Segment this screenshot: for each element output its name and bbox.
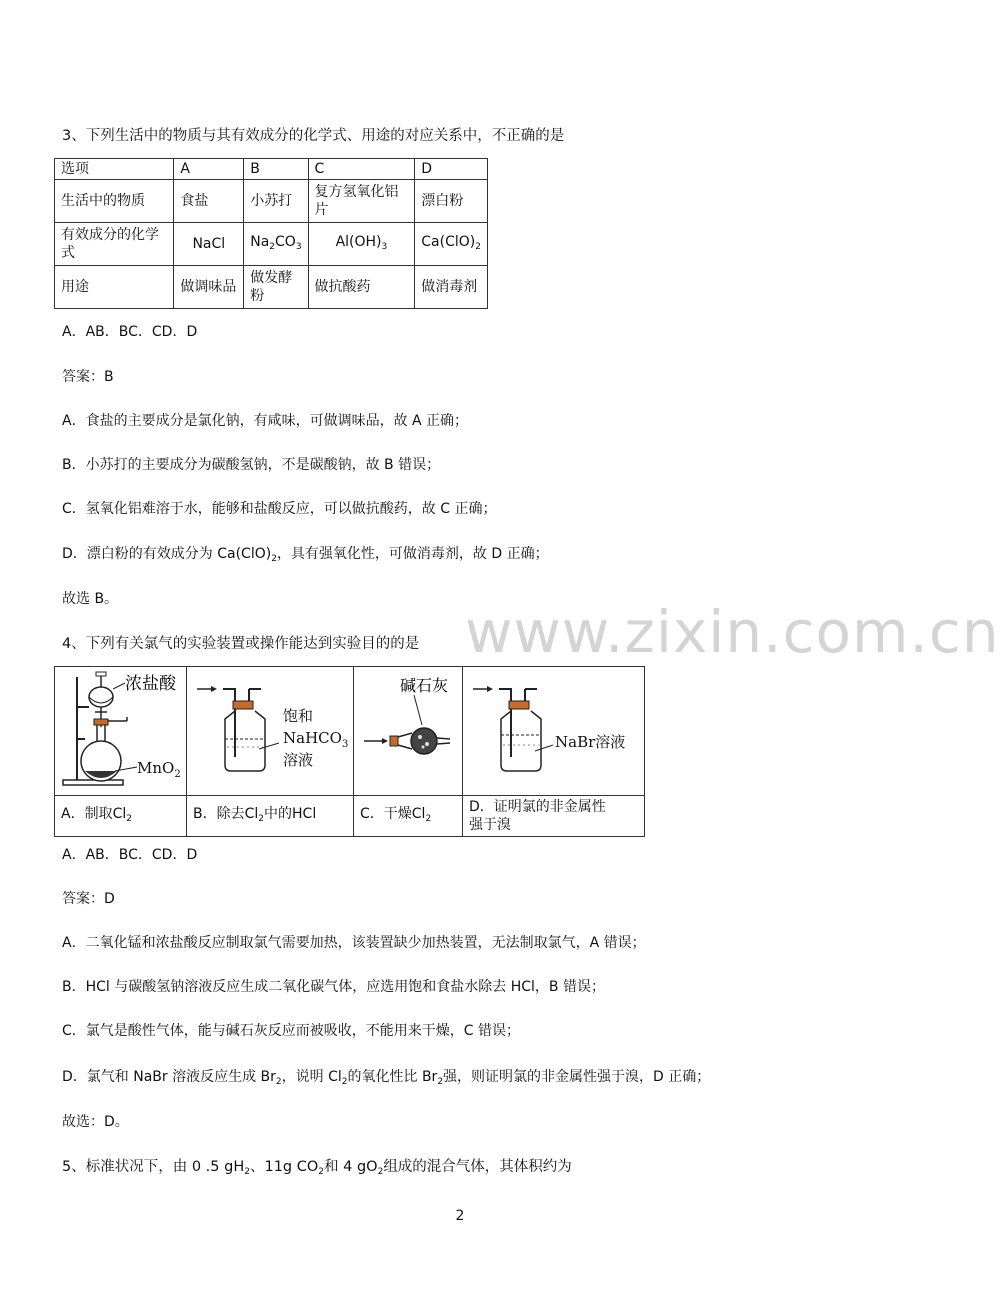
q4-caption-b: B．除去$Cl_2$中的HCl [187, 796, 354, 837]
apparatus-c-label: 碱石灰 [400, 676, 449, 695]
q4-options: A．AB．BC．CD．D [62, 847, 198, 863]
q3-header-option: 选项 [55, 159, 174, 180]
q3-row1-c: 复方氢氧化铝片 [308, 180, 415, 223]
q3-row1-b: 小苏打 [244, 180, 308, 223]
q3-header-b: B [244, 159, 308, 180]
q3-row1-a: 食盐 [174, 180, 244, 223]
q4-explain-d: D．氯气和 NaBr 溶液反应生成 $Br_2$，说明 $Cl_2$的氧化性比 $Br_2$强，则证明氯的非金属性强于溴，D 正确； [62, 1069, 711, 1087]
apparatus-b-label2: NaHCO$_3$ [283, 729, 349, 750]
apparatus-b-diagram [187, 667, 353, 791]
q4-figure-d [463, 667, 645, 796]
q3-row1-d: 漂白粉 [415, 180, 488, 223]
q3-row3-a: 做调味品 [174, 266, 244, 309]
q3-answer: 答案：B [62, 369, 114, 385]
q5-stem: 5、标准状况下，由 0 .5 $gH_2$、11g $CO_2$和 4 $gO_2$组成的混合气体，其体积约为 [62, 1159, 572, 1177]
q3-options: A．AB．BC．CD．D [62, 324, 198, 340]
q4-figure-a [55, 667, 187, 796]
q4-figure-c [354, 667, 463, 796]
q4-conclusion: 故选：D。 [62, 1114, 129, 1130]
q3-header-d: D [415, 159, 488, 180]
q3-row3-c: 做抗酸药 [308, 266, 415, 309]
q3-explain-c: C．氢氧化铝难溶于水，能够和盐酸反应，可以做抗酸药，故 C 正确； [62, 501, 497, 517]
q3-header-c: C [308, 159, 415, 180]
apparatus-b-label3: 溶液 [283, 751, 314, 769]
q4-answer: 答案：D [62, 891, 115, 907]
q4-figure-b [187, 667, 354, 796]
page-number: 2 [455, 1208, 465, 1224]
q3-table [54, 158, 488, 309]
q3-row2-label: 有效成分的化学式 [55, 223, 174, 266]
q3-header-a: A [174, 159, 244, 180]
q3-row1-label: 生活中的物质 [55, 180, 174, 223]
q3-row3-b: 做发酵粉 [244, 266, 308, 309]
q4-explain-c: C．氯气是酸性气体，能与碱石灰反应而被吸收，不能用来干燥，C 错误； [62, 1023, 520, 1039]
apparatus-a-solid: MnO$_2$ [137, 759, 181, 780]
q3-formula-c: $Al(OH)_3$ [308, 223, 415, 266]
apparatus-c-diagram [354, 667, 462, 791]
q3-explain-b: B．小苏打的主要成分为碳酸氢钠，不是碳酸钠，故 B 错误； [62, 457, 441, 473]
q4-caption-c: C．干燥$Cl_2$ [354, 796, 463, 837]
q3-explain-a: A．食盐的主要成分是氯化钠，有咸味，可做调味品，故 A 正确； [62, 413, 469, 429]
q3-formula-a: NaCl [174, 223, 244, 266]
q3-stem: 3、下列生活中的物质与其有效成分的化学式、用途的对应关系中，不正确的是 [62, 128, 565, 144]
apparatus-d-label: NaBr溶液 [555, 733, 626, 751]
q4-caption-a: A．制取$Cl_2$ [55, 796, 187, 837]
q3-formula-d: $Ca(ClO)_2$ [415, 223, 488, 266]
apparatus-d-diagram [463, 667, 644, 791]
q4-apparatus-table [54, 666, 645, 837]
q3-conclusion: 故选 B。 [62, 591, 119, 607]
q4-explain-b: B．HCl 与碳酸氢钠溶液反应生成二氧化碳气体，应选用饱和食盐水除去 HCl，B 错误； [62, 979, 605, 995]
apparatus-a-diagram [55, 667, 186, 791]
watermark: www.zixin.com.cn [465, 598, 1000, 666]
q3-row3-d: 做消毒剂 [415, 266, 488, 309]
q3-row3-label: 用途 [55, 266, 174, 309]
apparatus-b-label1: 饱和 [283, 707, 314, 725]
q3-formula-b: $Na_2CO_3$ [244, 223, 308, 266]
q4-explain-a: A．二氧化锰和浓盐酸反应制取氯气需要加热，该装置缺少加热装置，无法制取氯气，A 错误； [62, 935, 646, 951]
q4-stem: 4、下列有关氯气的实验装置或操作能达到实验目的的是 [62, 636, 420, 652]
q4-caption-d: D．证明氯的非金属性 强于溴 [463, 796, 645, 837]
q3-explain-d: D．漂白粉的有效成分为 $Ca(ClO)_2$，具有强氧化性，可做消毒剂，故 D 正确； [62, 546, 549, 564]
apparatus-a-reagent: 浓盐酸 [125, 674, 176, 694]
